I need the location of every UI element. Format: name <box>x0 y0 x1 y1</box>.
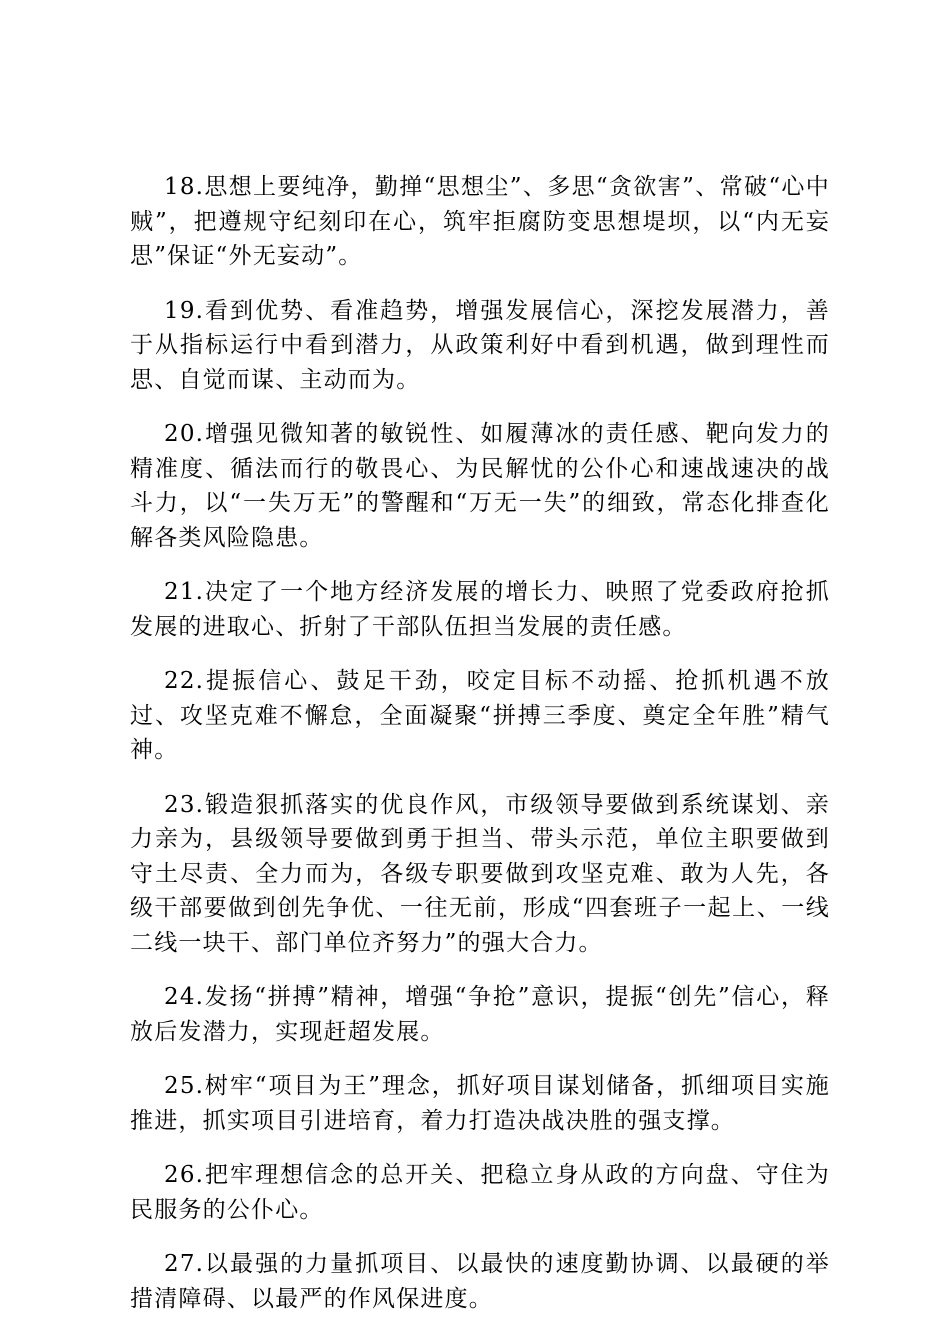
paragraph-27: 27.以最强的力量抓项目、以最快的速度勤协调、以最硬的举措清障碍、以最严的作风保进度。 <box>130 1251 830 1312</box>
paragraph-24: 24.发扬“拼搏”精神，增强“争抢”意识，提振“创先”信心，释放后发潜力，实现赶超发展。 <box>130 984 830 1045</box>
paragraph-25: 25.树牢“项目为王”理念，抓好项目谋划储备，抓细项目实施推进，抓实项目引进培育，着力打造决战决胜的强支撑。 <box>130 1073 830 1134</box>
paragraph-22: 22.提振信心、鼓足干劲，咬定目标不动摇、抢抓机遇不放过、攻坚克难不懈怠，全面凝聚“拼搏三季度、奠定全年胜”精气神。 <box>130 668 830 763</box>
paragraph-20: 20.增强见微知著的敏锐性、如履薄冰的责任感、靶向发力的精准度、循法而行的敬畏心、为民解忧的公仆心和速战速决的战斗力，以“一失万无”的警醒和“万无一失”的细致，常态化排查化解各类风险隐患。 <box>130 421 830 551</box>
document-body <box>130 170 830 1336</box>
paragraph-21: 21.决定了一个地方经济发展的增长力、映照了党委政府抢抓发展的进取心、折射了干部队伍担当发展的责任感。 <box>130 579 830 640</box>
paragraph-26: 26.把牢理想信念的总开关、把稳立身从政的方向盘、守住为民服务的公仆心。 <box>130 1162 830 1223</box>
paragraph-19: 19.看到优势、看准趋势，增强发展信心，深挖发展潜力，善于从指标运行中看到潜力，从政策利好中看到机遇，做到理性而思、自觉而谋、主动而为。 <box>130 297 830 393</box>
paragraph-23: 23.锻造狠抓落实的优良作风，市级领导要做到系统谋划、亲力亲为，县级领导要做到勇于担当、带头示范，单位主职要做到守土尽责、全力而为，各级专职要做到攻坚克难、敢为人先，各级干部要做到创先争优、一往无前，形成“四套班子一起上、一线二线一块干、部门单位齐努力”的强大合力。 <box>130 791 830 956</box>
paragraph-18: 18.思想上要纯净，勤掸“思想尘”、多思“贪欲害”、常破“心中贼”，把遵规守纪刻印在心，筑牢拒腐防变思想堤坝，以“内无妄思”保证“外无妄动”。 <box>130 174 830 269</box>
